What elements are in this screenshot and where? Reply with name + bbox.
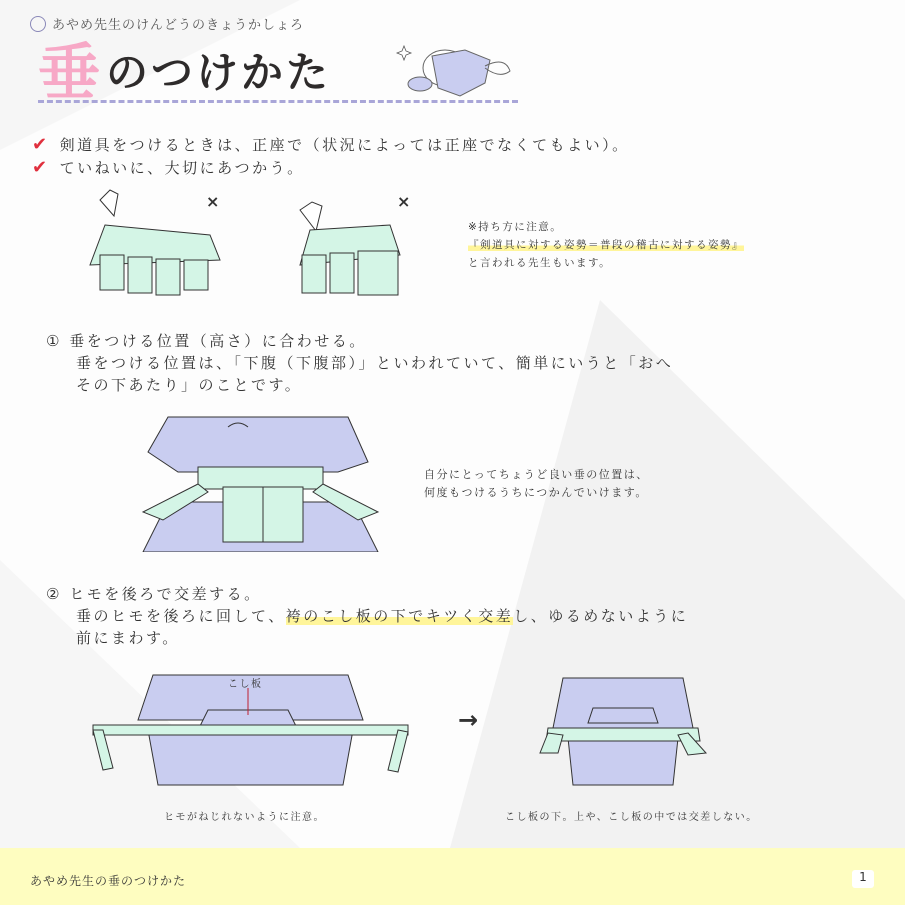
checklist-item (32, 157, 305, 178)
step-1 (46, 330, 673, 396)
note-line: ※持ち方に注意。 (468, 221, 563, 233)
subtitle-text: あやめ先生のけんどうのきょうかしょろ (52, 18, 305, 33)
step-number: ② (46, 585, 62, 603)
checklist-text: 剣道具をつけるときは、正座で（状況によっては正座でなくてもよい）。 (59, 136, 630, 154)
wrong-holding-illustration (70, 185, 430, 305)
page-title (38, 36, 332, 109)
step-2 (46, 583, 688, 649)
wrong-mark: × (206, 192, 220, 211)
crossed-result-illustration (538, 673, 708, 788)
position-note (424, 466, 649, 502)
checklist-item (32, 134, 630, 155)
holding-note (468, 218, 744, 272)
step-number: ① (46, 332, 62, 350)
check-icon: ✔ (32, 157, 50, 178)
caption-left: ヒモがねじれないように注意。 (164, 812, 325, 823)
step-heading: ヒモを後ろで交差する。 (69, 585, 262, 603)
step-body: その下あたり」のことです。 (76, 376, 303, 394)
koshiita-label: こし板 (228, 679, 263, 690)
title-rest: のつけかた (106, 48, 332, 97)
step-body: 垂のヒモを後ろに回して、 (76, 607, 286, 625)
note-highlight: 『剣道具に対する姿勢＝普段の稽古に対する姿勢』 (468, 239, 744, 251)
note-line: 自分にとってちょうど良い垂の位置は、 (424, 468, 649, 481)
check-icon: ✔ (32, 134, 50, 155)
footer-title: あやめ先生の垂のつけかた (30, 874, 187, 888)
title-kanji: 垂 (38, 36, 101, 109)
checklist-text: ていねいに、大切にあつかう。 (59, 159, 305, 177)
step-heading: 垂をつける位置（高さ）に合わせる。 (69, 332, 367, 350)
tare-position-illustration (138, 412, 388, 552)
caption-right: こし板の下。上や、こし板の中では交差しない。 (505, 812, 758, 823)
title-divider (38, 100, 518, 103)
tare-icon-illustration (390, 38, 520, 108)
page-number: 1 (852, 870, 874, 888)
series-subtitle (30, 14, 304, 33)
wrong-mark: × (397, 192, 411, 211)
step-body: 垂をつける位置は、「下腹（下腹部）」といわれていて、簡単にいうと「おへ (76, 354, 674, 372)
step-body: し、ゆるめないように (513, 607, 689, 625)
step-highlight: 袴のこし板の下でキツく交差 (285, 607, 514, 625)
note-line: 何度もつけるうちにつかんでいけます。 (424, 486, 648, 499)
step-body: 前にまわす。 (76, 629, 180, 647)
note-line: と言われる先生もいます。 (468, 257, 612, 269)
arrow-icon: → (458, 706, 479, 734)
search-icon (30, 16, 46, 32)
